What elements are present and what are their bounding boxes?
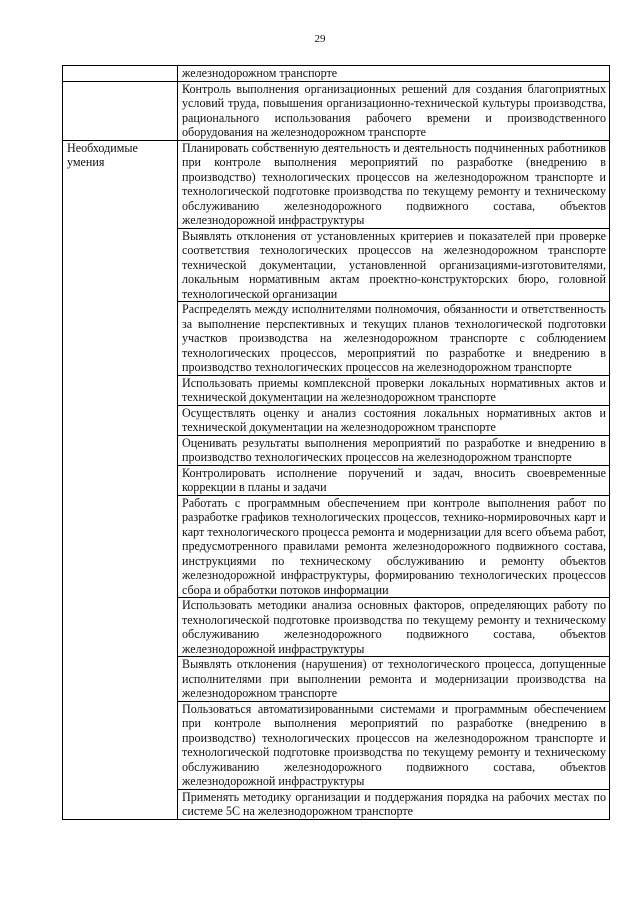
page-number: 29 <box>314 33 326 45</box>
requirements-table <box>62 65 610 820</box>
skill-cell: Применять методику организации и поддержания порядка на рабочих местах по системе 5С на железнодорожном транспорте <box>178 789 610 819</box>
empty-label-cell <box>63 66 178 82</box>
table-cell: Контроль выполнения организационных решений для создания благоприятных условий труда, повышения организационно-технической культуры производства, рационального использования рабочего времени и производственного оборудования на железнодорожном транспорте <box>178 81 610 140</box>
table-cell: железнодорожном транспорте <box>178 66 610 82</box>
skill-cell: Планировать собственную деятельность и деятельность подчиненных работников при контроле выполнения мероприятий по разработке (внедрению в производство) технологических процессов на железнодорожном транспорте и технологической подготовке производства по текущему ремонту и техническому обслуживанию железнодорожного подвижного состава, объектов железнодорожной инфраструктуры <box>178 140 610 228</box>
skill-cell: Работать с программным обеспечением при контроле выполнения работ по разработке графиков технологических процессов, технико-нормировочных карт и карт технологического процесса ремонта и модернизации для всего объема работ, предусмотренного правилами ремонта железнодорожного подвижного состава, инструкциями по техническому обслуживанию и ремонту объектов железнодорожной инфраструктуры, формированию технологических процессов сбора и обработки потоков информации <box>178 495 610 598</box>
skill-cell: Распределять между исполнителями полномочия, обязанности и ответственность за выполнение перспективных и текущих планов технологической подготовки участков производства на железнодорожном транспорте с соблюдением технологических процессов, мероприятий по разработке и внедрению в производство технологических процессов на железнодорожном транспорте <box>178 302 610 376</box>
skill-cell: Контролировать исполнение поручений и задач, вносить своевременные коррекции в планы и задачи <box>178 465 610 495</box>
section-label-skills: Необходимые умения <box>63 140 178 819</box>
skill-cell: Осуществлять оценку и анализ состояния локальных нормативных актов и технической документации на железнодорожном транспорте <box>178 405 610 435</box>
table-row <box>63 140 610 228</box>
table-row <box>63 66 610 82</box>
skill-cell: Выявлять отклонения от установленных критериев и показателей при проверке соответствия технологических процессов на железнодорожном транспорте технической документации, установленной организациями-изготовителями, локальным нормативным актам проектно-конструкторских бюро, головной технологической организации <box>178 228 610 302</box>
skill-cell: Использовать методики анализа основных факторов, определяющих работу по технологической подготовке производства по текущему ремонту и техническому обслуживанию железнодорожного подвижного состава, объектов железнодорожной инфраструктуры <box>178 598 610 657</box>
requirements-table-body <box>63 66 610 820</box>
skill-cell: Выявлять отклонения (нарушения) от технологического процесса, допущенные исполнителями при выполнении ремонта и модернизации производства на железнодорожном транспорте <box>178 657 610 702</box>
skill-cell: Пользоваться автоматизированными системами и программным обеспечением при контроле выполнения мероприятий по разработке (внедрению в производство) технологических процессов на железнодорожном транспорте и технологической подготовке производства по текущему ремонту и техническому обслуживанию железнодорожного подвижного состава, объектов железнодорожной инфраструктуры <box>178 701 610 789</box>
skill-cell: Использовать приемы комплексной проверки локальных нормативных актов и технической документации на железнодорожном транспорте <box>178 375 610 405</box>
skill-cell: Оценивать результаты выполнения мероприятий по разработке и внедрению в производство технологических процессов на железнодорожном транспорте <box>178 435 610 465</box>
empty-label-cell <box>63 81 178 140</box>
table-row <box>63 81 610 140</box>
